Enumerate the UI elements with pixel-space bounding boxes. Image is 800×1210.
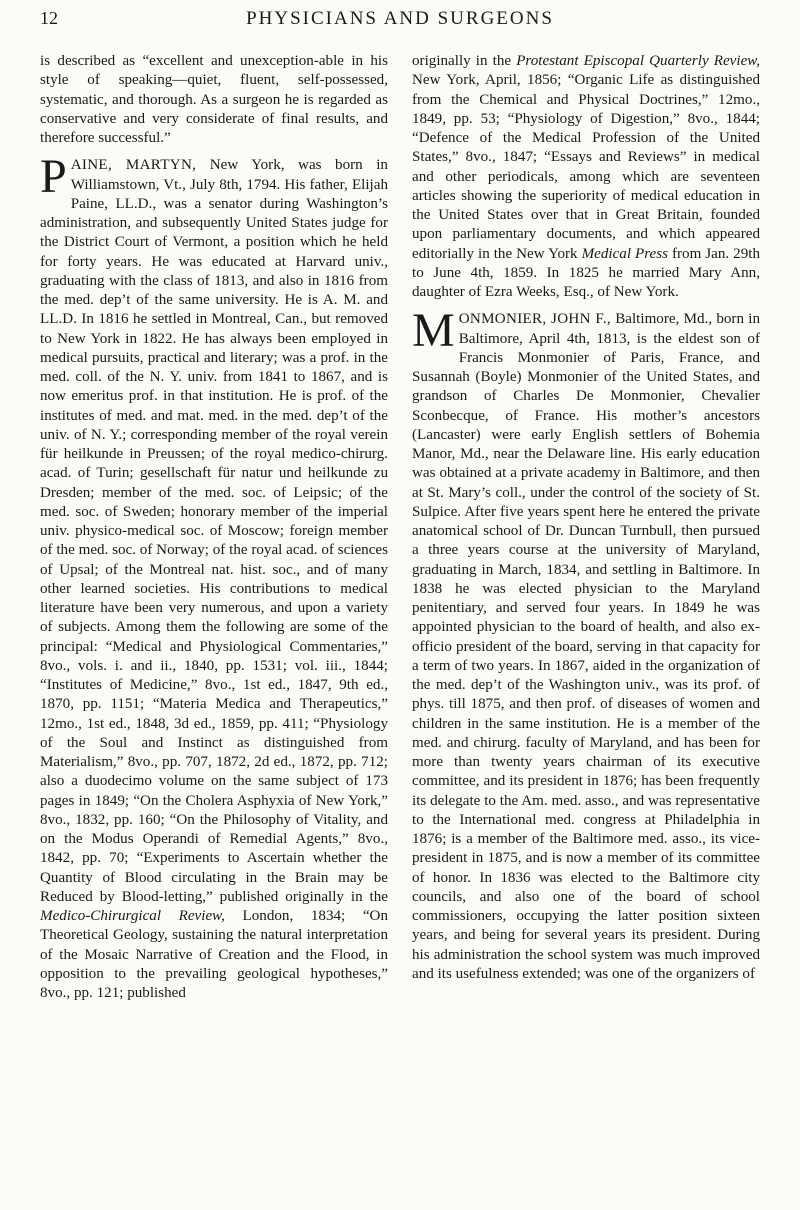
paine-continuation-paragraph [412, 52, 760, 302]
right-column [412, 52, 760, 1003]
running-head: PHYSICIANS AND SURGEONS [246, 8, 554, 29]
entry-text-end: from Jan. 29th to June 4th, 1859. In 1825 he married Mary Ann, daughter of Ezra Weeks, Esq., of New York. [412, 245, 760, 300]
entry-paine [40, 150, 389, 1003]
text-columns [40, 52, 760, 1003]
entry-text-continued: New York, April, 1856; “Organic Life as distinguished from the Chemical and Physical Doctrines,” 12mo., 1849, pp. 53; “Physiology of Digestion,” 8vo., 1844; “Defence of the Medical Profession of the United States,” 8vo., 1847; “Essays and Reviews” in medical and other periodicals, among which are seventeen articles showing the superiority of medical education in the United States over that in Great Britain, founded upon parliamentary documents, and which appeared editorially in the New York [412, 72, 760, 262]
entry-text-continued: London, 1834; “On Theoretical Geology, sustaining the natural interpretation of the Mosaic Narrative of Creation and the Flood, in opposition to the prevailing geological hypotheses,” 8vo., pp. 121; published [40, 908, 389, 1001]
entry-text: New York, was born in Williamstown, Vt., July 8th, 1794. His father, Elijah Paine, LL.D., was a senator during Washington’s administration, and subsequently United States judge for the District Court of Vermont, a position which he held for forty years. He was educated at Harvard univ., graduating with the class of 1813, and also in 1816 from the med. dep’t of the same university. He is A. M. and LL.D. In 1816 he settled in Montreal, Can., but removed to New York in 1822. He has always been employed in medical pursuits, practical and literary; was a prof. in the med. coll. of the N. Y. univ. from 1841 to 1867, and is now emeritus prof. in that institution. He is prof. of the institutes of med. and mat. med. in the med. dep’t of the univ. of N. Y.; corresponding member of the royal verein für heilkunde in Preussen; of the royal medico-chirurg. acad. of Turin; gesellschaft für natur und heilkunde zu Dresden; member of the med. soc. of Leipsic; of the med. soc. of Sweden; honorary member of the imperial univ. physico-medical soc. of Moscow; foreign member of the med. soc. of Norway; of the royal acad. of sciences of Upsal; of the Montreal nat. hist. soc., and of many other learned societies. His contributions to medical literature have been very numerous, and upon a variety of subjects. Among them the following are some of the principal: “Medical and Physiological Commentaries,” 8vo., vols. i. and ii., 1840, pp. 1531; vol. iii., 1844; “Institutes of Medicine,” 8vo., 1st ed., 1847, 9th ed., 1870, pp. 1151; “Materia Medica and Therapeutics,” 12mo., 1st ed., 1848, 3d ed., 1859, pp. 411; “Physiology of the Soul and Instinct as distinguished from Materialism,” 8vo., pp. 707, 1872, 2d ed., 1872, pp. 712; also a duodecimo volume on the same subject of 173 pages in 1849; “On the Cholera Asphyxia of New York,” 8vo., 1832, pp. 160; “On the Philosophy of Vitality, and on the Modus Operandi of Remedial Agents,” 8vo., 1842, pp. 70; “Experiments to Ascertain whether the Quantity of Blood circulating in the Brain may be Reduced by Blood-letting,” published originally in the [40, 157, 388, 905]
drop-cap: M [412, 304, 455, 358]
drop-cap: P [40, 150, 67, 204]
journal-title-2: Medical Press [581, 245, 668, 262]
journal-title: Protestant Episcopal Quarterly Review, [516, 53, 760, 69]
page-number: 12 [40, 8, 58, 28]
entry-name: AINE, MARTYN, [70, 157, 197, 174]
entry-text: Baltimore, Md., born in Baltimore, April 4th, 1813, is the eldest son of Francis Monmonier of Paris, France, and Susannah (Boyle) Monmonier of the United States, and grandson of Charles De Monmonier, Chevalier Sconbecque, of France. His mother’s ancestors (Lancaster) were early English settlers of Bohemia Manor, Md., near the Delaware line. His early education was obtained at a private academy in Baltimore, and then at St. Mary’s coll., under the control of the society of St. Sulpice. After five years spent here he entered the private anatomical school of Dr. Duncan Turnbull, then pursued a three years course at the university of Maryland, graduating in March, 1834, and settling in Baltimore. In 1838 he was elected physician to the Maryland penitentiary, and served four years. In 1849 he was appointed physician to the board of health, and also ex-officio president of the board, serving in that capacity for a term of two years. In 1867, aided in the organization of the med. dep’t of the Washington univ., was its prof. of phys. till 1875, and then prof. of diseases of women and children in the same institution. He is a member of the med. and chirurg. faculty of Maryland, and has been for more than twenty years chairman of its executive committee, and its president in 1876; has been frequently its delegate to the Am. med. asso., and was representative to the International med. congress at Philadelphia in 1876; is a member of the Baltimore med. asso., its vice-president in 1875, and is now a member of its committee of honor. In 1836 was elected to the Baltimore city councils, and also one of the board of school commissioners, occupying the latter position sixteen years, and being for several years its president. During his administration the school system was much improved and its usefulness extended; was one of the organizers of [412, 311, 760, 982]
entry-monmonier [412, 304, 760, 984]
entry-text: originally in the [412, 53, 517, 69]
journal-title: Medico-Chirurgical Review, [40, 908, 225, 924]
entry-name: ONMONIER, JOHN F., [458, 311, 611, 328]
left-column [40, 52, 388, 1003]
continuation-paragraph: is described as “excellent and unexception-able in his style of speaking—quiet, fluent, self-possessed, systematic, and thorough. As a surgeon he is regarded as conservative and very considerate of final results, and therefore successful.” [40, 53, 388, 146]
page-header [40, 8, 760, 34]
